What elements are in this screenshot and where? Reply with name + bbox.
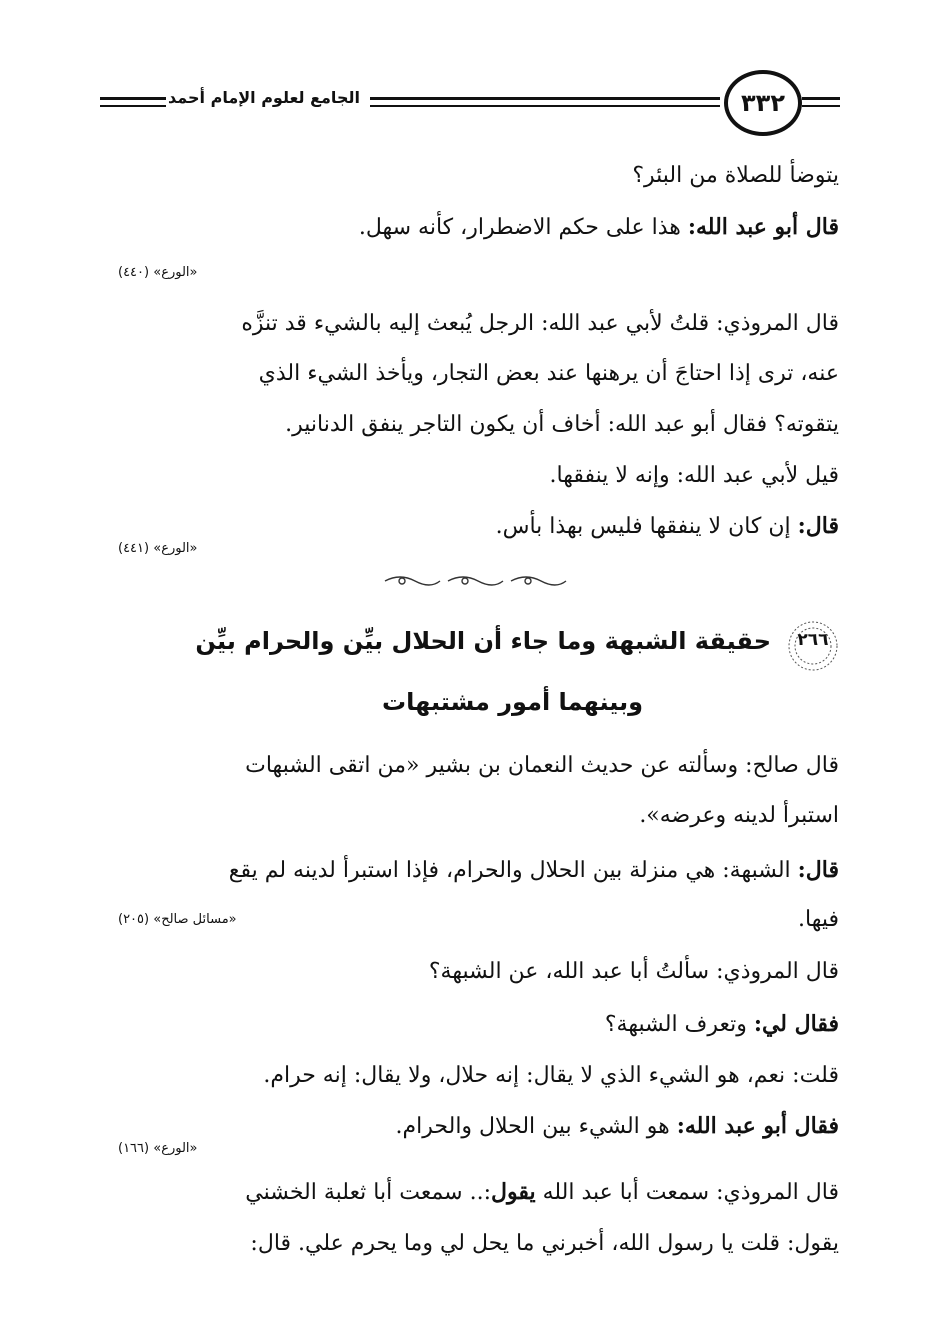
text-line-2 bbox=[91, 213, 839, 242]
header-rule-left bbox=[100, 97, 166, 107]
header-rule-middle bbox=[370, 97, 720, 107]
ornament-divider bbox=[380, 571, 570, 591]
line-text: :.. سمعت أبا ثعلبة الخشني bbox=[245, 1180, 491, 1205]
speaker-label: قال: bbox=[797, 857, 839, 883]
text-line-8: قال صالح: وسألته عن حديث النعمان بن بشير «من اتقى الشبهات bbox=[245, 753, 839, 778]
line-text: وتعرف الشبهة؟ bbox=[604, 1012, 754, 1037]
speaker-label: قال: bbox=[797, 513, 839, 539]
line-text: قال المروذي: سمعت أبا عبد الله bbox=[535, 1180, 839, 1205]
line-text: الشبهة: هي منزلة بين الحلال والحرام، فإذا استبرأ لدينه لم يقع bbox=[228, 858, 798, 883]
header-rule-right bbox=[802, 97, 840, 107]
text-line-1: يتوضأ للصلاة من البئر؟ bbox=[632, 163, 839, 188]
text-line-16 bbox=[91, 1178, 839, 1207]
text-line-6: قيل لأبي عبد الله: وإنه لا ينفقها. bbox=[549, 463, 839, 488]
source-reference-2: «الورع» (٤٤١) bbox=[118, 541, 198, 556]
text-line-12: قال المروذي: سألتُ أبا عبد الله، عن الشبهة؟ bbox=[428, 959, 839, 984]
speaker-label: فقال أبو عبد الله: bbox=[676, 1113, 839, 1139]
section-title-line-2: وبينهما أمور مشتبهات bbox=[382, 688, 643, 716]
source-reference-4: «الورع» (١٦٦) bbox=[118, 1141, 198, 1156]
text-line-10 bbox=[91, 856, 839, 885]
section-title-line-1: حقيقة الشبهة وما جاء أن الحلال بيِّن والحرام بيِّن bbox=[195, 627, 771, 655]
speaker-label: فقال لي: bbox=[753, 1011, 839, 1037]
text-line-14: قلت: نعم، هو الشيء الذي لا يقال: إنه حلال، ولا يقال: إنه حرام. bbox=[263, 1063, 839, 1088]
emphasis: يقول bbox=[490, 1179, 536, 1205]
page-number-badge bbox=[724, 70, 802, 136]
text-line-9: استبرأ لدينه وعرضه». bbox=[639, 803, 839, 828]
line-text: هذا على حكم الاضطرار، كأنه سهل. bbox=[358, 215, 688, 240]
page-number: ٣٣٢ bbox=[741, 89, 785, 117]
text-line-15 bbox=[91, 1112, 839, 1141]
book-title: الجامع لعلوم الإمام أحمد bbox=[168, 88, 360, 107]
text-line-17: يقول: قلت يا رسول الله، أخبرني ما يحل لي وما يحرم علي. قال: bbox=[250, 1231, 839, 1256]
text-line-4: عنه، ترى إذا احتاجَ أن يرهنها عند بعض التجار، ويأخذ الشيء الذي bbox=[258, 361, 839, 386]
text-line-3: قال المروذي: قلتُ لأبي عبد الله: الرجل يُبعث إليه بالشيء قد تنزَّه bbox=[241, 311, 839, 336]
source-reference-3: «مسائل صالح» (٢٠٥) bbox=[118, 912, 237, 927]
running-header bbox=[100, 70, 840, 140]
section-number: ٢٦٦ bbox=[797, 630, 829, 650]
text-line-5: يتقوته؟ فقال أبو عبد الله: أخاف أن يكون التاجر ينفق الدنانير. bbox=[285, 412, 839, 437]
source-reference-1: «الورع» (٤٤٠) bbox=[118, 265, 198, 280]
text-line-11: فيها. bbox=[798, 907, 839, 932]
text-line-13 bbox=[91, 1010, 839, 1039]
line-text: إن كان لا ينفقها فليس بهذا بأس. bbox=[495, 514, 798, 539]
line-text: هو الشيء بين الحلال والحرام. bbox=[395, 1114, 677, 1139]
text-line-7 bbox=[91, 512, 839, 541]
speaker-label: قال أبو عبد الله: bbox=[687, 214, 839, 240]
